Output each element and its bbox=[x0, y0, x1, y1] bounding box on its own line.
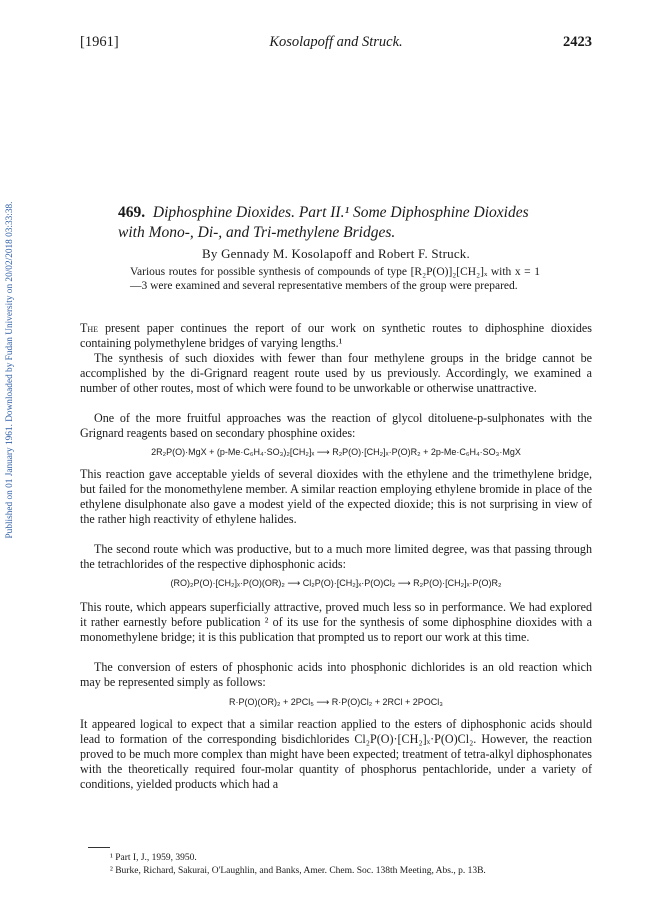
paragraph-2: The synthesis of such dioxides with fewer than four methylene groups in the bridge cannot be accomplished by the di-Grignard reagent route used by us previously. Accordingly, we examined a number of other routes, most of which were found to be unworkable or otherwise unattractive. bbox=[80, 351, 592, 395]
paragraph-5: The second route which was productive, but to a much more limited degree, was that passing through the tetrachlorides of the respective diphosphonic acids: bbox=[80, 542, 592, 571]
paragraph-7: The conversion of esters of phosphonic acids into phosphonic dichlorides is an old reaction which may be represented simply as follows: bbox=[80, 660, 592, 689]
article-title: Diphosphine Dioxides. Part II.¹ Some Diphosphine Dioxides with Mono-, Di-, and Tri-methylene Bridges. bbox=[118, 204, 529, 241]
running-title: Kosolapoff and Struck. bbox=[269, 34, 403, 50]
paragraph-4: This reaction gave acceptable yields of several dioxides with the ethylene and the trimethylene bridge, but failed for the monomethylene member. A similar reaction employing ethylene bromide in place of the ethylene disulphonate also gave a modest yield of the expected dioxide; this is not surprising in view of the rather high reactivity of ethylene halides. bbox=[80, 467, 592, 526]
page-number: 2423 bbox=[563, 34, 592, 50]
equation-3: R·P(O)(OR)₂ + 2PCl₅ ⟶ R·P(O)Cl₂ + 2RCl + 2POCl₃ bbox=[229, 697, 443, 707]
intro-lead-word: The bbox=[80, 321, 99, 335]
download-watermark-text: Published on 01 January 1961. Downloaded by Fudan University on 20/02/2018 03:33:38. bbox=[5, 201, 15, 539]
footnote-rule bbox=[88, 847, 110, 848]
footnote-1: ¹ Part I, J., 1959, 3950. bbox=[110, 853, 197, 863]
equation-1: 2R₂P(O)·MgX + (p-Me·C₆H₄·SO₃)₂[CH₂]ₓ ⟶ R₂P(O)·[CH₂]ₓ·P(O)R₂ + 2p-Me·C₆H₄·SO₃·MgX bbox=[151, 447, 521, 457]
equation-2: (RO)₂P(O)·[CH₂]ₓ·P(O)(OR)₂ ⟶ Cl₂P(O)·[CH₂]ₓ·P(O)Cl₂ ⟶ R₂P(O)·[CH₂]ₓ·P(O)R₂ bbox=[170, 578, 502, 588]
article-number: 469. bbox=[118, 204, 146, 221]
paragraph-intro bbox=[80, 321, 592, 351]
paragraph-8: It appeared logical to expect that a similar reaction applied to the esters of diphosphonic acids should lead to formation of the corresponding bisdichlorides Cl₂P(O)·[CH₂]ₓ·P(O)Cl₂. However, the reaction proved to be much more complex than might have been expected; treatment of tetra-alkyl diphosphonates with the theoretically required four-molar quantity of phosphorus pentachloride, under a variety of conditions, yielded products which had a bbox=[80, 717, 592, 791]
article-authors: By Gennady M. Kosolapoff and Robert F. Struck. bbox=[202, 246, 470, 261]
footnote-2: ² Burke, Richard, Sakurai, O'Laughlin, and Banks, Amer. Chem. Soc. 138th Meeting, Abs., p. 13B. bbox=[110, 866, 486, 876]
page-header bbox=[80, 34, 592, 54]
download-watermark bbox=[0, 120, 20, 620]
header-year: [1961] bbox=[80, 34, 119, 50]
article-title-block bbox=[118, 203, 558, 243]
intro-text: present paper continues the report of our work on synthetic routes to diphosphine dioxides containing polymethylene bridges of varying lengths.¹ bbox=[80, 321, 592, 350]
paragraph-6: This route, which appears superficially attractive, proved much less so in performance. We had explored it rather earnestly before publication ² of its use for the synthesis of some diphosphine dioxides with a monomethylene bridge; it is this publication that prompted us to report our work at this time. bbox=[80, 600, 592, 644]
paragraph-3: One of the more fruitful approaches was the reaction of glycol ditoluene-p-sulphonates with the Grignard reagents based on secondary phosphine oxides: bbox=[80, 411, 592, 440]
article-abstract: Various routes for possible synthesis of compounds of type [R₂P(O)]₂[CH₂]ₓ with x = 1—3 were examined and several representative members of the group were prepared. bbox=[130, 266, 540, 292]
